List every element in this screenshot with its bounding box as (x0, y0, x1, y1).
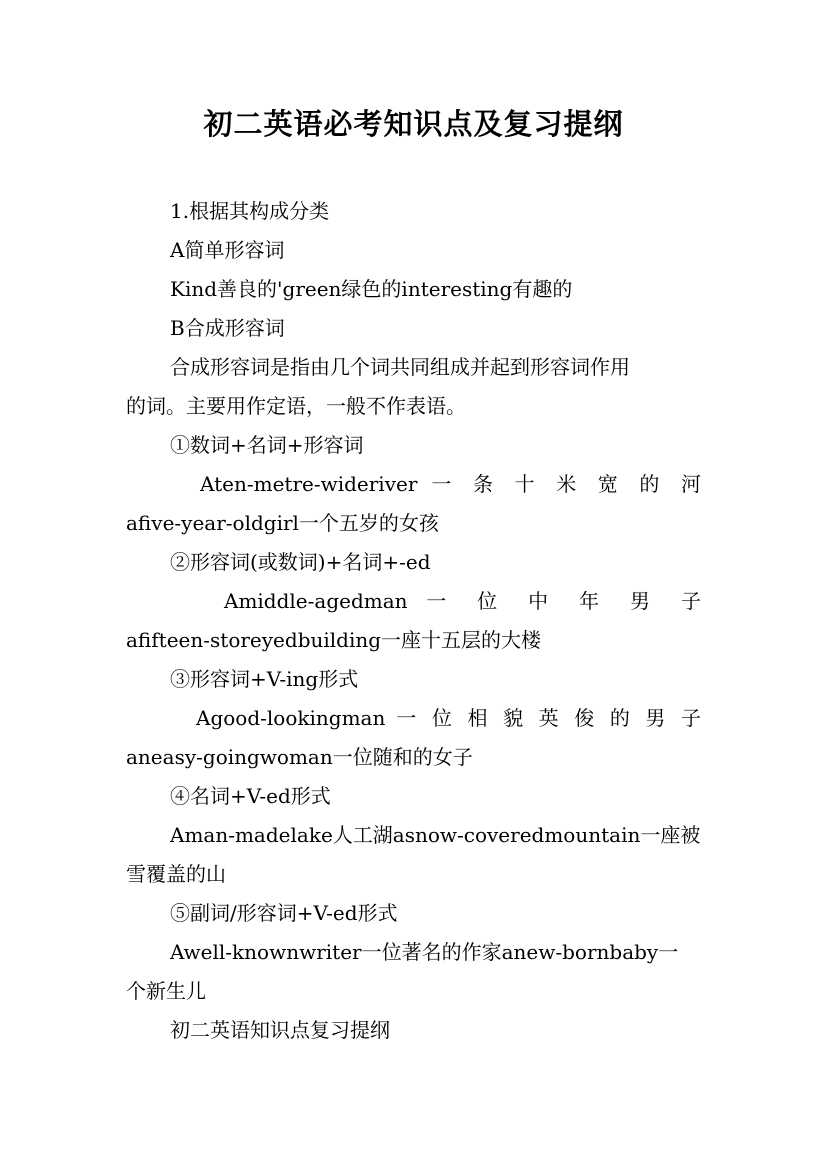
text-line: 1.根据其构成分类 (170, 199, 330, 223)
text-line: 的词。主要用作定语，一般不作表语。 (126, 394, 466, 418)
text-line: Aten-metre-wideriver 一 条 十 米 宽 的 河 (200, 472, 701, 496)
text-line: ②形容词(或数词)+名词+-ed (170, 550, 431, 574)
text-line: ①数词+名词+形容词 (170, 433, 364, 457)
text-line: aneasy-goingwoman一位随和的女子 (126, 745, 473, 769)
text-line: ⑤副词/形容词+V-ed形式 (170, 901, 398, 925)
page-title: 初二英语必考知识点及复习提纲 (203, 107, 624, 141)
text-line: 雪覆盖的山 (126, 862, 226, 886)
text-line: afive-year-oldgirl一个五岁的女孩 (126, 511, 439, 535)
text-line: 合成形容词是指由几个词共同组成并起到形容词作用 (170, 355, 630, 379)
text-line: Awell-knownwriter一位著名的作家anew-bornbaby一 (170, 940, 679, 964)
text-line: A简单形容词 (170, 238, 285, 262)
text-line: Agood-lookingman 一 位 相 貌 英 俊 的 男 子 (196, 706, 701, 730)
text-line: 初二英语知识点复习提纲 (170, 1018, 390, 1042)
text-line: ④名词+V-ed形式 (170, 784, 331, 808)
text-line: Aman-madelake人工湖asnow-coveredmountain一座被 (170, 823, 701, 847)
text-line: 个新生儿 (126, 979, 206, 1003)
text-line: afifteen-storeyedbuilding一座十五层的大楼 (126, 628, 542, 652)
text-line: Kind善良的'green绿色的interesting有趣的 (170, 277, 573, 301)
text-line: ③形容词+V-ing形式 (170, 667, 359, 691)
text-line: B合成形容词 (170, 316, 285, 340)
text-line: Amiddle-agedman 一 位 中 年 男 子 (224, 589, 701, 613)
